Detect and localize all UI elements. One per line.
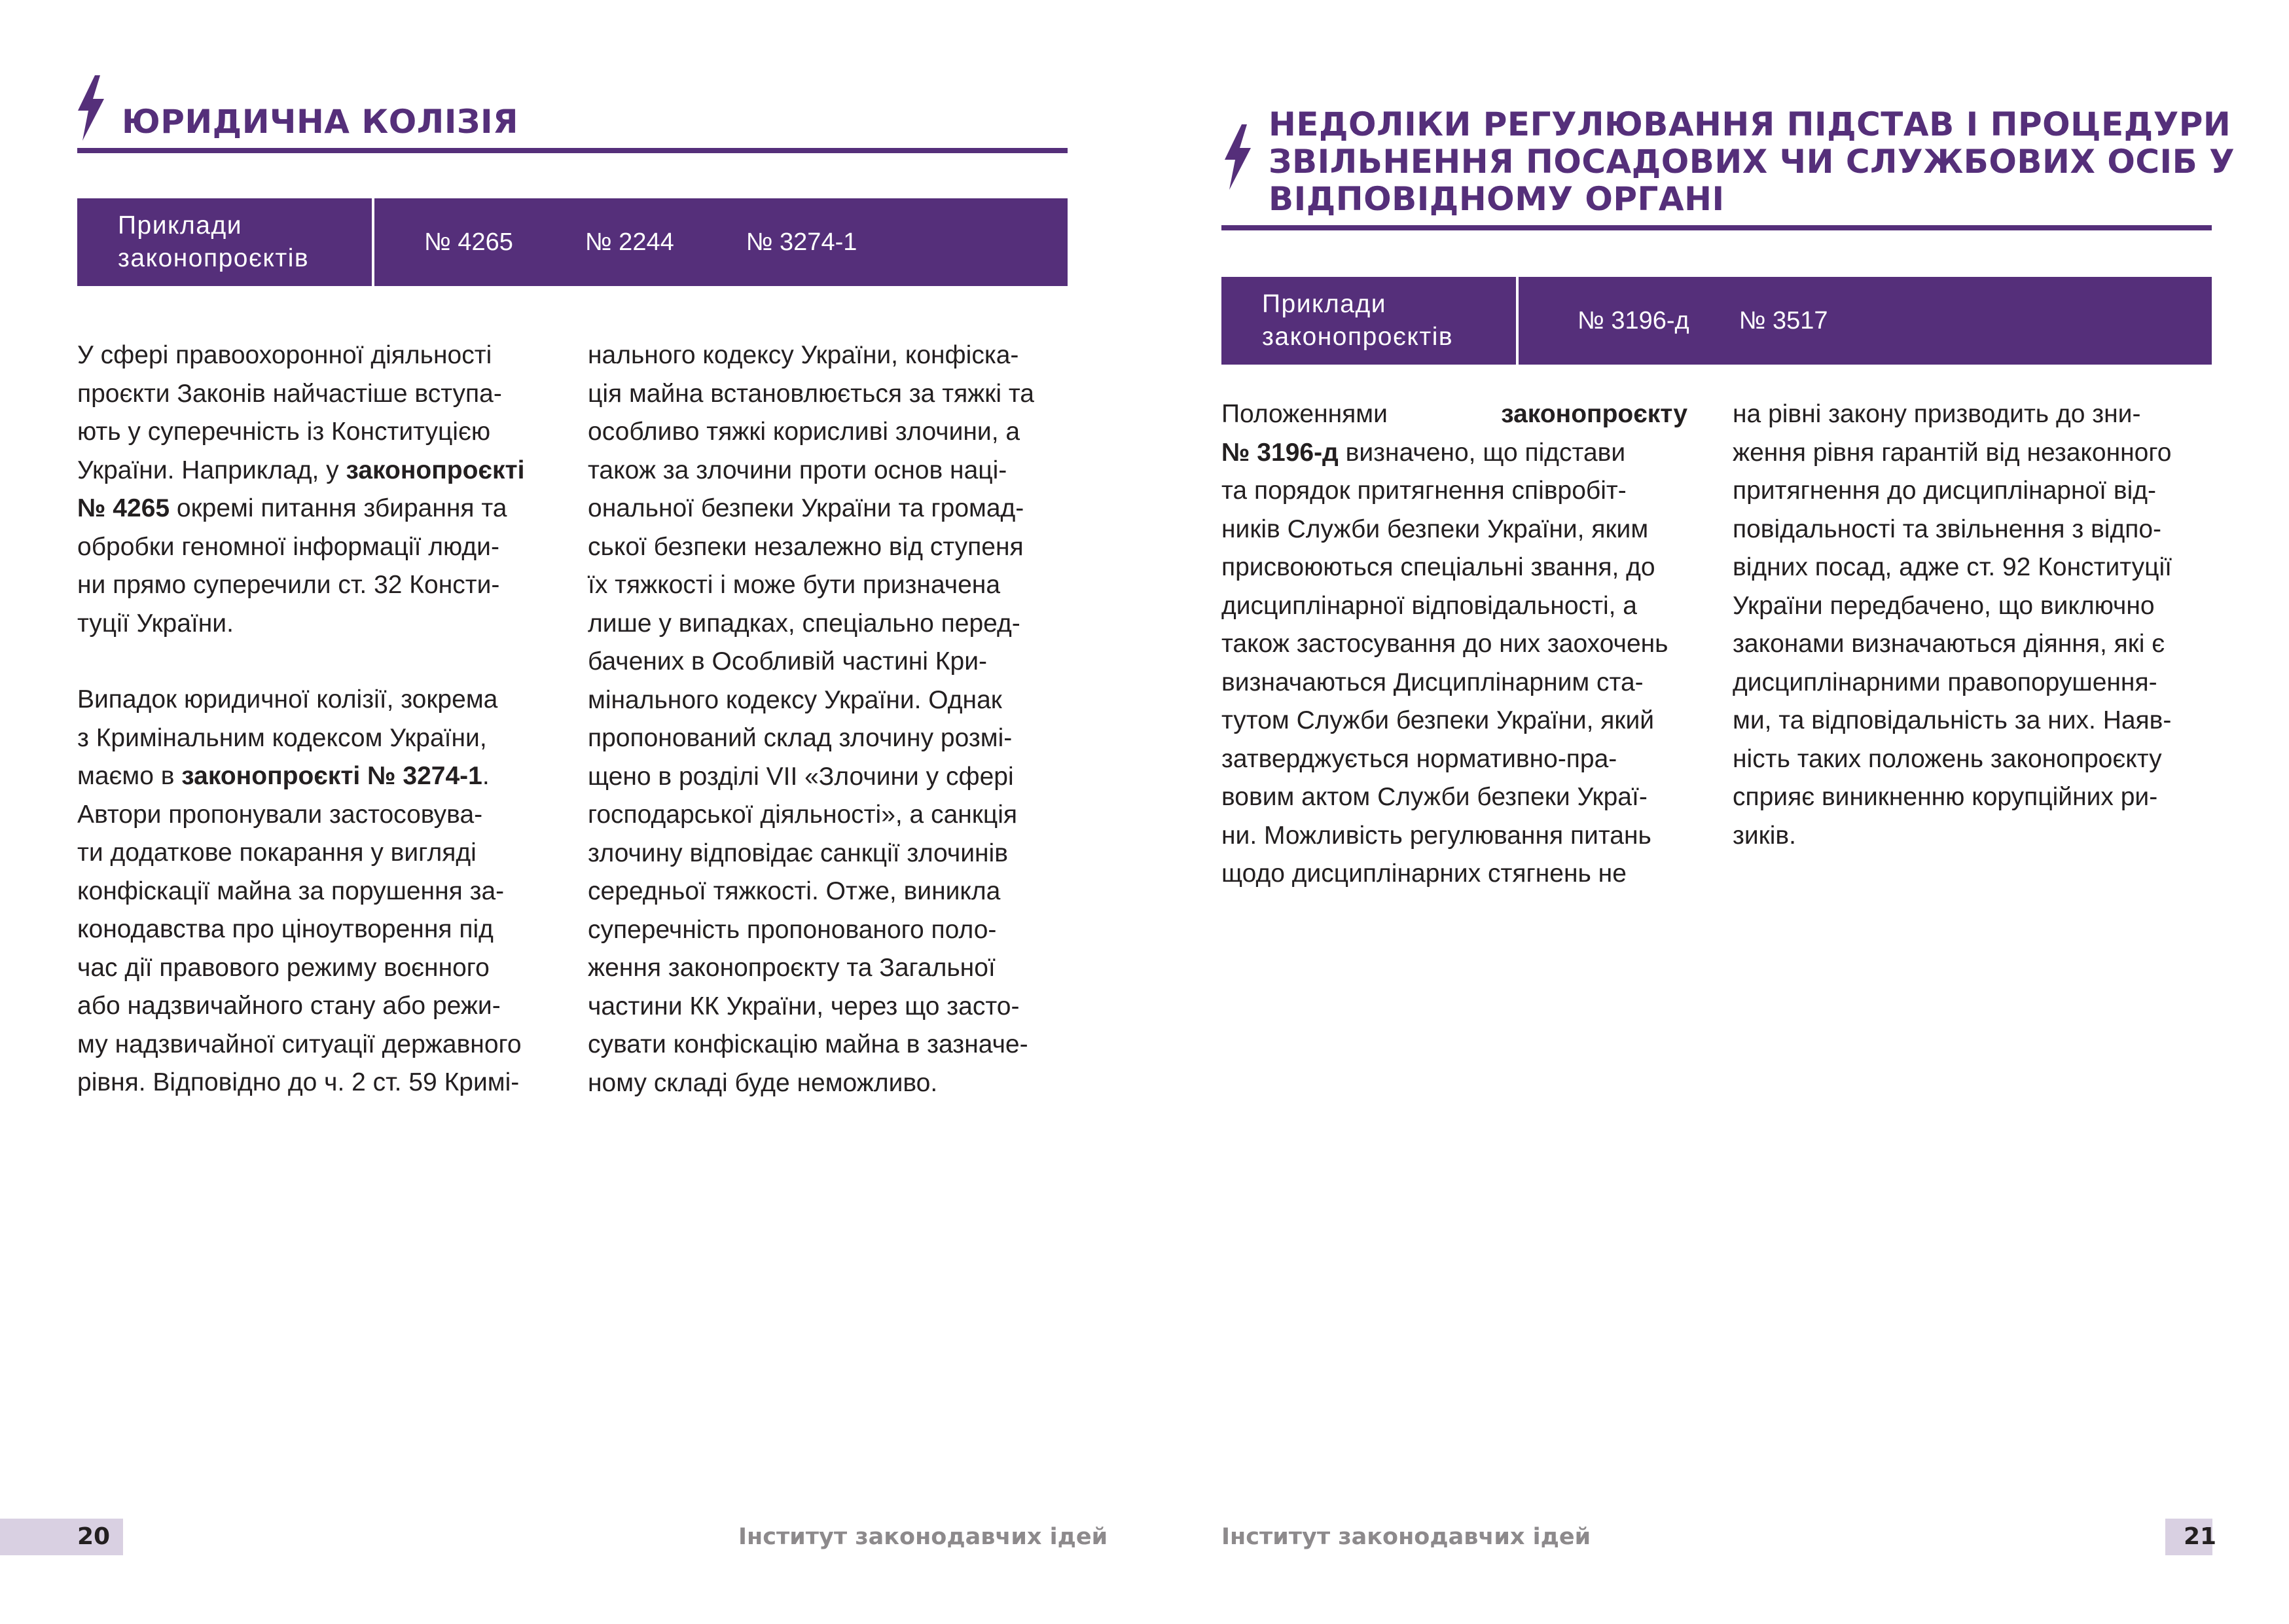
paragraph: на рівні закону призводить до зни- ження рівня гарантій від незаконного притягнення до дисциплінарної від- повідальності та звільнення з відпо- відних посад, адже ст. 92 Конституції України передбачено, що виключно законами визначаються діяння, які є дисциплінарними правопорушення- ми, та відповідальність за них. Наяв- ність таких положень законопроєкту сприяє виникненню корупційних ри- зиків.	[1733, 400, 2172, 850]
examples-bar	[1221, 277, 2212, 365]
title-underline	[1221, 225, 2212, 230]
paragraph: Випадок юридичної колізії, зокрема з Кримінальним кодексом України, маємо в законопроєкті № 3274-1. Автори пропонували застосовува- ти додаткове покарання у вигляді конфіскації майна за порушення за- конодавства про ціноутворення під час дії правового режиму воєнного або надзвичайного стану або режи- му надзвичайної ситуації державного рівня. Відповідно до ч. 2 ст. 59 Кримі-	[77, 685, 522, 1096]
examples-label: Приклади законопроєктів	[77, 198, 374, 286]
section-title: НЕДОЛІКИ РЕГУЛЮВАННЯ ПІДСТАВ І ПРОЦЕДУРИ ЗВІЛЬНЕННЯ ПОСАДОВИХ ЧИ СЛУЖБОВИХ ОСІБ У ВІДПОВІДНОМУ ОРГАНІ	[1269, 105, 2235, 218]
lightning-icon	[75, 75, 107, 141]
title-underline	[77, 148, 1068, 153]
examples-bar	[77, 198, 1068, 286]
paragraph: нального кодексу України, конфіска- ція майна встановлюється за тяжкі та особливо тяжкі корисливі злочини, а також за злочини проти основ наці- ональної безпеки України та громад- ської безпеки незалежно від ступеня їх тяжкості і може бути призначена лише у випадках, спеціально перед- бачених в Особливій частині Кри- мінального кодексу України. Однак пропонований склад злочину розмі- щено в розділі VII «Злочини у сфері господарської діяльності», а санкція злочину відповідає санкції злочинів середньої тяжкості. Отже, виникла суперечність пропонованого поло- ження законопроєкту та Загальної частини КК України, через що засто- сувати конфіскацію майна в зазначе- ному складі буде неможливо.	[588, 341, 1034, 1097]
page-number: 20	[77, 1523, 111, 1550]
page-number: 21	[2184, 1523, 2217, 1550]
bill-number: № 2244	[585, 228, 674, 256]
section-title: ЮРИДИЧНА КОЛІЗІЯ	[122, 103, 519, 141]
paragraph: Положеннями законопроєкту № 3196-д визначено, що підстави та порядок притягнення співробіт- ників Служби безпеки України, яким присвоюються спеціальні звання, до дисциплінарної відповідальності, а також застосування до них заохочень визначаються Дисциплінарним ста- тутом Служби безпеки України, який затверджується нормативно-пра- вовим актом Служби безпеки Украї- ни. Можливість регулювання питань щодо дисциплінарних стягнень не	[1221, 400, 1688, 888]
footer-institute: Інститут законодавчих ідей	[738, 1524, 1108, 1550]
bill-number: № 4265	[424, 228, 513, 256]
bill-number: № 3196-д	[1577, 306, 1689, 334]
bill-number: № 3274-1	[746, 228, 857, 256]
lightning-icon	[1221, 124, 1254, 190]
bill-number: № 3517	[1739, 306, 1828, 334]
footer-institute: Інститут законодавчих ідей	[1221, 1524, 1591, 1550]
examples-label: Приклади законопроєктів	[1221, 277, 1519, 365]
bill-numbers	[1519, 307, 1900, 335]
paragraph: У сфері правоохоронної діяльності проєкти Законів найчастіше вступа- ють у суперечність із Конституцією України. Наприклад, у законопроєкті № 4265 окремі питання збирання та обробки геномної інформації люди- ни прямо суперечили ст. 32 Консти- туції України.	[77, 341, 525, 638]
bill-numbers	[374, 228, 929, 257]
